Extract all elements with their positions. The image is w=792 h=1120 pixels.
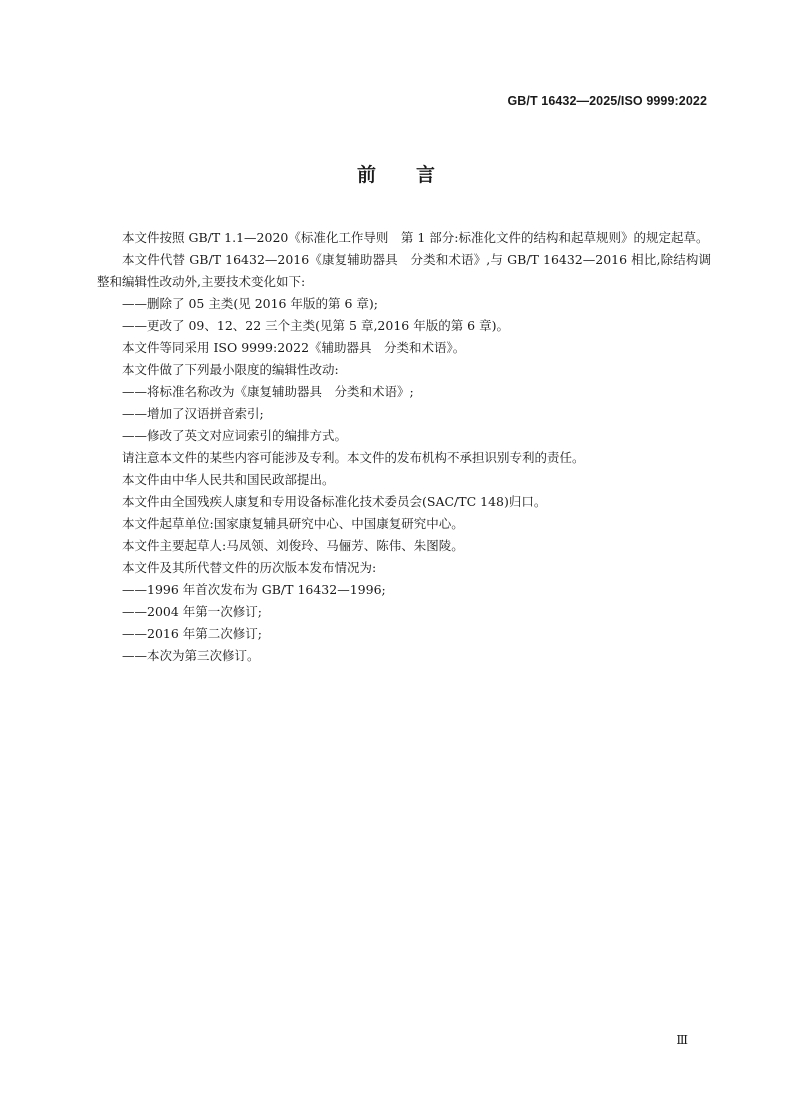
list-item-editorial-pinyin-index: ——增加了汉语拼音索引; [122,406,264,421]
paragraph-under-jurisdiction: 本文件由全国残疾人康复和专用设备标准化技术委员会(SAC/TC 148)归口。 [122,494,547,509]
paragraph-version-history: 本文件及其所代替文件的历次版本发布情况为: [122,560,377,575]
list-item-change-modified: ——更改了 09、12、22 三个主类(见第 5 章,2016 年版的第 6 章)。 [122,318,509,333]
page-number: Ⅲ [676,1033,688,1047]
standard-number: GB/T 16432—2025/ISO 9999:2022 [507,94,707,108]
list-item-history-current: ——本次为第三次修订。 [122,648,260,663]
paragraph-drafting-organizations: 本文件起草单位:国家康复辅具研究中心、中国康复研究中心。 [122,516,464,531]
paragraph-patent-notice: 请注意本文件的某些内容可能涉及专利。本文件的发布机构不承担识别专利的责任。 [122,450,585,465]
paragraph-drafters: 本文件主要起草人:马凤领、刘俊玲、马俪芳、陈伟、朱图陵。 [122,538,464,553]
list-item-change-deleted: ——删除了 05 主类(见 2016 年版的第 6 章); [122,296,378,311]
paragraph-proposed-by: 本文件由中华人民共和国民政部提出。 [122,472,335,487]
list-item-editorial-english-index: ——修改了英文对应词索引的编排方式。 [122,428,348,443]
preface-body [97,227,711,667]
paragraph-identical-adoption: 本文件等同采用 ISO 9999:2022《辅助器具 分类和术语》。 [122,340,466,355]
list-item-editorial-rename: ——将标准名称改为《康复辅助器具 分类和术语》; [122,384,414,399]
list-item-history-1996: ——1996 年首次发布为 GB/T 16432—1996; [122,582,386,597]
paragraph-editorial-changes: 本文件做了下列最小限度的编辑性改动: [122,362,339,377]
list-item-history-2004: ——2004 年第一次修订; [122,604,262,619]
paragraph-drafting-basis: 本文件按照 GB/T 1.1—2020《标准化工作导则 第 1 部分:标准化文件的结构和起草规则》的规定起草。 [122,230,709,245]
paragraph-replaces: 本文件代替 GB/T 16432—2016《康复辅助器具 分类和术语》,与 GB/T 16432—2016 相比,除结构调整和编辑性改动外,主要技术变化如下: [97,252,711,289]
list-item-history-2016: ——2016 年第二次修订; [122,626,262,641]
page-title: 前言 [356,164,475,186]
